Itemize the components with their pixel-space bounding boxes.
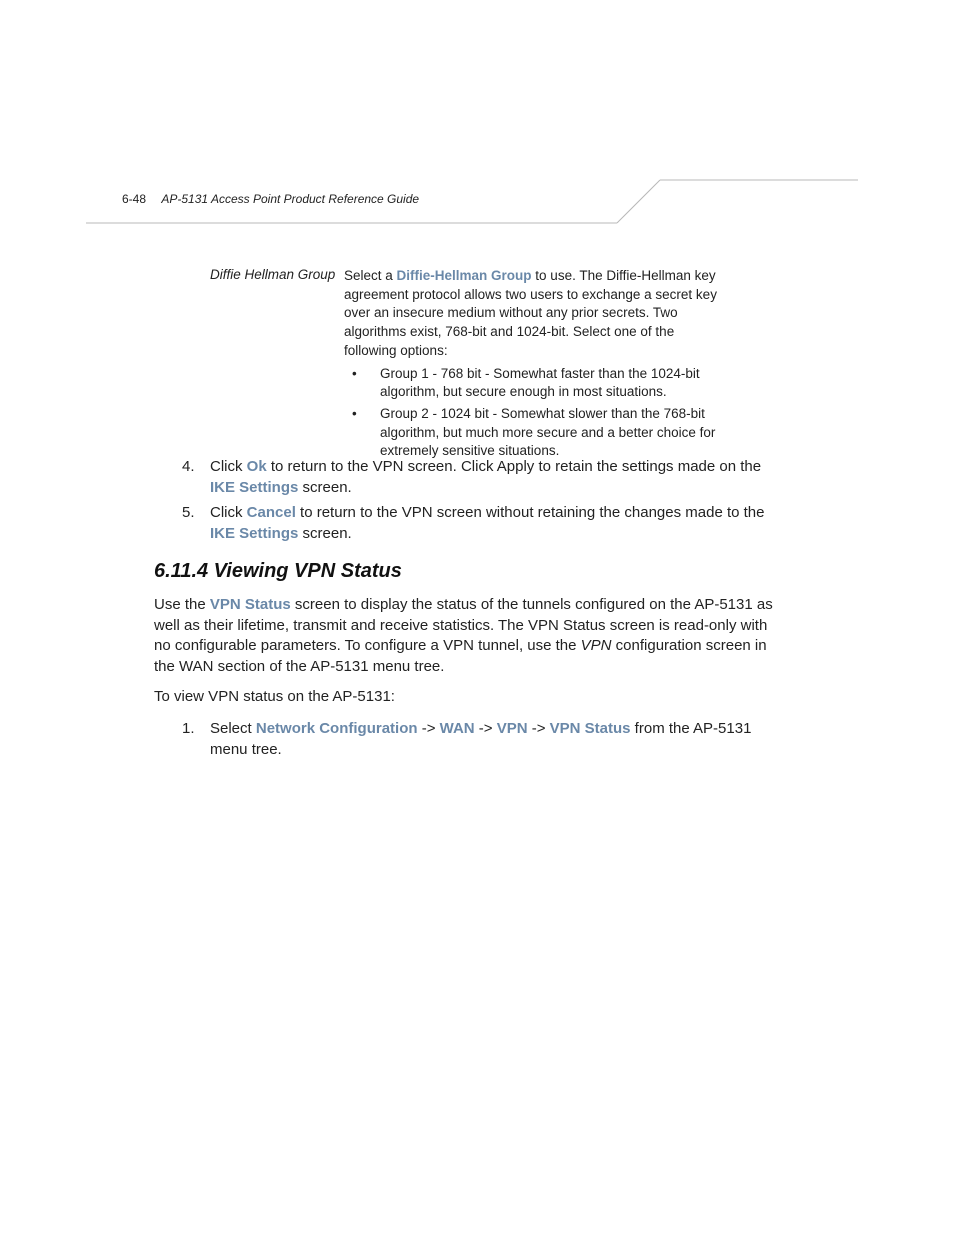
diffie-hellman-group-link[interactable]: Diffie-Hellman Group bbox=[396, 268, 532, 283]
step-number: 5. bbox=[182, 504, 195, 521]
procedure-intro: To view VPN status on the AP-5131: bbox=[154, 688, 395, 705]
bullet-icon: • bbox=[352, 405, 357, 421]
procedure-steps-4-5 bbox=[154, 456, 774, 548]
section-intro-paragraph: Use the VPN Status screen to display the status of the tunnels configured on the AP-5131 as well as their lifetime, transmit and receive statistics. The VPN Status screen is read-only with no configurable parameters. To configure a VPN tunnel, use the VPN configuration screen in the WAN section of the AP-5131 menu tree. bbox=[154, 596, 773, 675]
vpn-status-link[interactable]: VPN Status bbox=[209, 596, 291, 613]
network-configuration-link[interactable]: Network Configuration bbox=[255, 720, 418, 737]
vpn-status-menu-link[interactable]: VPN Status bbox=[549, 720, 631, 737]
step-1: 1. Select Network Configuration -> WAN -> VPN -> VPN Status from the AP-5131 menu tree. bbox=[182, 720, 752, 758]
bullet-icon: • bbox=[352, 365, 357, 381]
ok-link[interactable]: Ok bbox=[246, 458, 267, 475]
procedure-steps-1 bbox=[154, 718, 774, 764]
wan-link[interactable]: WAN bbox=[439, 720, 475, 737]
page-number: 6-48 bbox=[122, 192, 147, 206]
step-4: 4. Click Ok to return to the VPN screen. Click Apply to retain the settings made on the IKE Settings screen. bbox=[182, 458, 762, 496]
definition-text: Select a Diffie-Hellman Group to use. The Diffie-Hellman key agreement protocol allows two users to exchange a secret key over an insecure medium without any prior secrets. Two algorithms exist, 768-bit and 1024-bit. Select one of the following options: bbox=[344, 268, 717, 358]
header-rule-diagonal bbox=[617, 180, 660, 223]
guide-title: AP-5131 Access Point Product Reference Guide bbox=[161, 192, 420, 206]
step-5: 5. Click Cancel to return to the VPN screen without retaining the changes made to the IKE Settings screen. bbox=[182, 504, 765, 542]
definition-description bbox=[344, 267, 724, 464]
ike-settings-link[interactable]: IKE Settings bbox=[210, 479, 299, 496]
cancel-link[interactable]: Cancel bbox=[246, 504, 296, 521]
ike-settings-link[interactable]: IKE Settings bbox=[210, 525, 299, 542]
definition-term: Diffie Hellman Group bbox=[210, 267, 336, 282]
options-list bbox=[344, 365, 724, 462]
step-number: 4. bbox=[182, 458, 195, 475]
section-title: 6.11.4 Viewing VPN Status bbox=[154, 560, 402, 582]
list-item: • Group 2 - 1024 bit - Somewhat slower than the 768-bit algorithm, but much more secure and a better choice for extremely sensitive situations. bbox=[352, 405, 716, 459]
step-number: 1. bbox=[182, 720, 195, 737]
running-header bbox=[122, 192, 419, 206]
vpn-link[interactable]: VPN bbox=[496, 720, 528, 737]
list-item: • Group 1 - 768 bit - Somewhat faster than the 1024-bit algorithm, but secure enough in most situations. bbox=[352, 365, 700, 400]
